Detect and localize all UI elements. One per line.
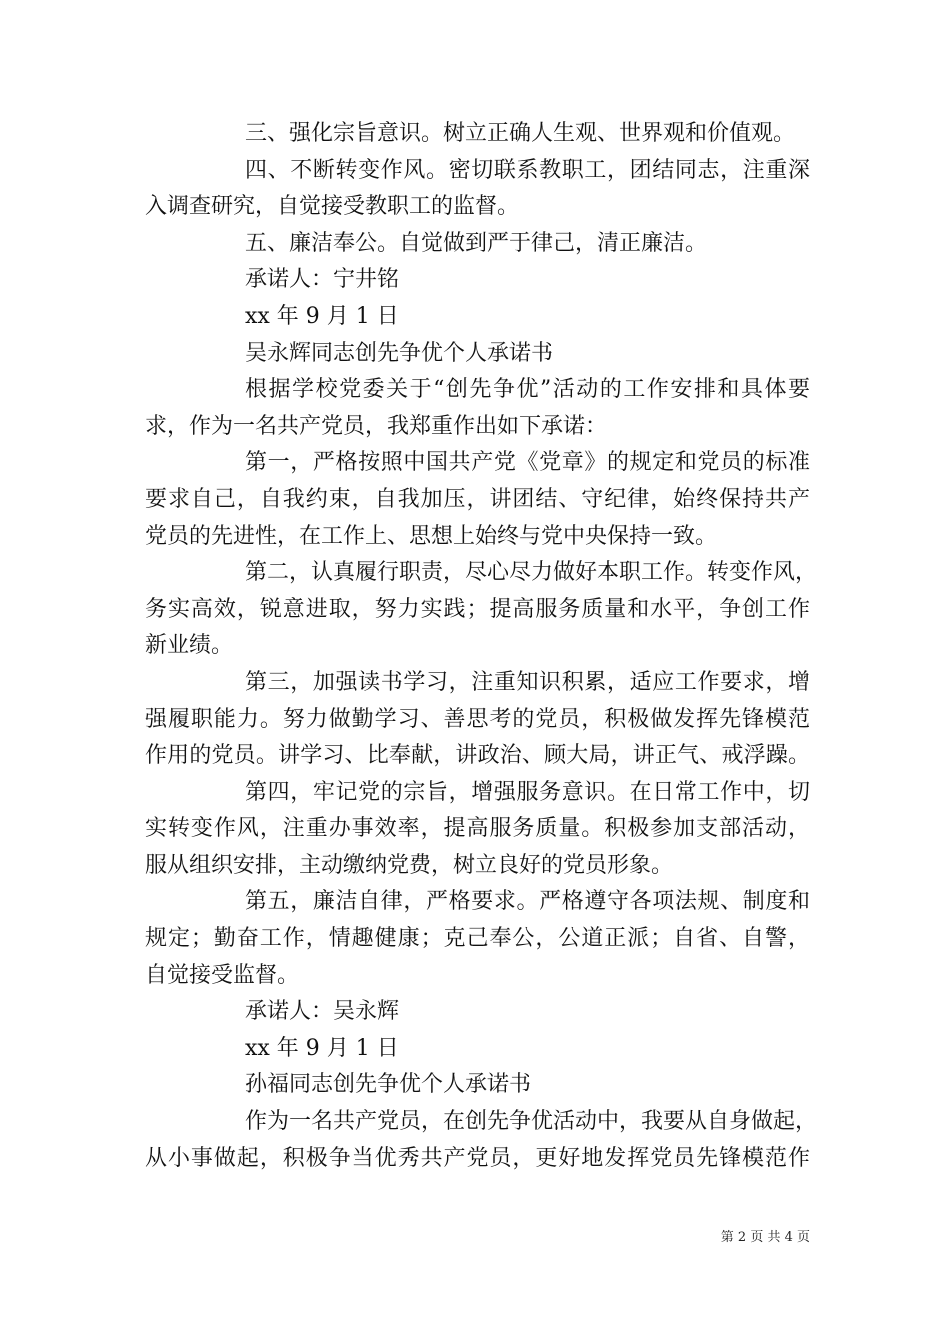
text-line: 根据学校党委关于“创先争优”活动的工作安排和具体要 (245, 377, 810, 403)
text-line: 强履职能力。努力做勤学习、善思考的党员，积极做发挥先锋模范 (145, 706, 810, 732)
page-number-footer: 第 2 页 共 4 页 (720, 1230, 810, 1245)
text-line: 实转变作风，注重办事效率，提高服务质量。积极参加支部活动， (145, 816, 810, 842)
text-line: 第二，认真履行职责，尽心尽力做好本职工作。转变作风， (245, 560, 818, 586)
text-line: 自觉接受监督。 (145, 962, 300, 988)
text-line: 入调查研究，自觉接受教职工的监督。 (145, 194, 520, 220)
text-line: 要求自己，自我约束，自我加压，讲团结、守纪律，始终保持共产 (145, 486, 810, 512)
text-line: 第一，严格按照中国共产党《党章》的规定和党员的标准 (245, 450, 810, 476)
text-line: 第三，加强读书学习，注重知识积累，适应工作要求，增 (245, 669, 810, 695)
text-line: 四、不断转变作风。密切联系教职工，团结同志，注重深 (245, 157, 810, 183)
text-line: xx 年 9 月 1 日 (245, 1035, 399, 1061)
text-line: 承诺人：宁井铭 (245, 267, 400, 293)
text-line: 服从组织安排，主动缴纳党费，树立良好的党员形象。 (145, 852, 674, 878)
text-line: 从小事做起，积极争当优秀共产党员，更好地发挥党员先锋模范作 (145, 1145, 810, 1171)
text-line: 三、强化宗旨意识。树立正确人生观、世界观和价值观。 (245, 121, 796, 146)
text-line: 求，作为一名共产党员，我郑重作出如下承诺： (145, 413, 608, 439)
text-line: 第五，廉洁自律，严格要求。严格遵守各项法规、制度和 (245, 889, 810, 915)
text-line: 吴永辉同志创先争优个人承诺书 (245, 340, 554, 366)
text-line: 党员的先进性，在工作上、思想上始终与党中央保持一致。 (145, 523, 718, 549)
text-line: 承诺人：吴永辉 (245, 999, 400, 1025)
text-line: 作用的党员。讲学习、比奉献，讲政治、顾大局，讲正气、戒浮躁。 (145, 743, 810, 769)
text-line: 第四，牢记党的宗旨，增强服务意识。在日常工作中，切 (245, 779, 810, 805)
text-line: 作为一名共产党员，在创先争优活动中，我要从自身做起， (245, 1109, 818, 1135)
text-line: xx 年 9 月 1 日 (245, 303, 399, 329)
text-line: 孙福同志创先争优个人承诺书 (245, 1072, 532, 1098)
text-line: 新业绩。 (145, 633, 234, 659)
document-body (145, 116, 818, 1177)
text-line: 五、廉洁奉公。自觉做到严于律己，清正廉洁。 (245, 230, 708, 256)
text-line: 规定；勤奋工作，情趣健康；克己奉公，公道正派；自省、自警， (145, 926, 810, 952)
text-line: 务实高效，锐意进取，努力实践；提高服务质量和水平，争创工作 (145, 596, 810, 622)
